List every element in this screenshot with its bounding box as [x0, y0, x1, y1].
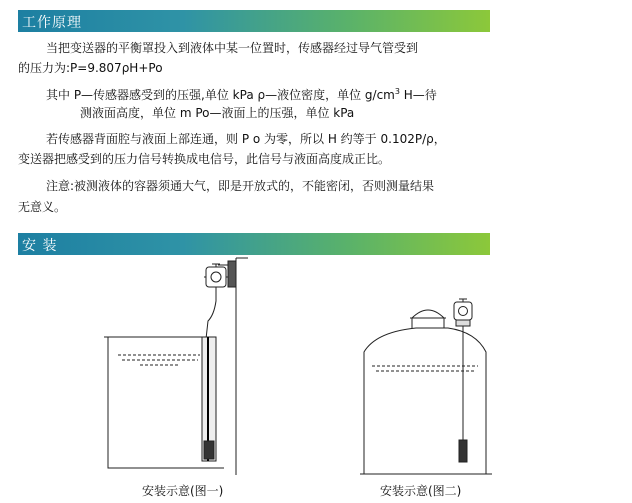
paragraph-3-line-2: 变送器把感受到的压力信号转换成电信号，此信号与液面高度成正比。: [18, 152, 391, 166]
paragraph-2-line-2: 测液面高度，单位 m Po—液面上的压强，单位 kPa: [80, 106, 355, 120]
paragraph-1-line-2: 的压力为:P=9.807ρH+Po: [18, 61, 163, 75]
flange: [456, 320, 470, 326]
superscript-3: 3: [394, 87, 400, 96]
install-diagram-1: [100, 255, 260, 477]
cable: [206, 287, 216, 339]
section-header-install: [18, 233, 490, 255]
paragraph-3-line-1: 若传感器背面腔与液面上部连通，则 P o 为零，所以 H 约等于 0.102P/ρ，: [46, 132, 446, 146]
transmitter-head: [206, 267, 226, 287]
install-diagram-2: [358, 292, 498, 477]
section-title: 工作原理: [22, 15, 82, 31]
probe: [204, 441, 214, 459]
tank-outline: [364, 328, 486, 474]
figure-2-caption: 安装示意(图二): [380, 484, 462, 498]
probe: [459, 440, 467, 462]
section-header-principle: [18, 10, 490, 32]
figure-1-caption: 安装示意(图一): [142, 484, 224, 498]
paragraph-2-text-b: H—待: [399, 88, 437, 102]
section-title: 安 装: [22, 238, 58, 254]
paragraph-4-line-1: 注意:被测液体的容器须通大气，即是开放式的，不能密闭，否则测量结果: [46, 179, 435, 193]
paragraph-2-line-1: [46, 84, 437, 103]
vent-dome: [412, 310, 444, 328]
transmitter-head: [454, 302, 472, 320]
paragraph-2-text-a: 其中 P—传感器感受到的压强,单位 kPa ρ—液位密度，单位 g/cm: [46, 88, 395, 102]
paragraph-1-line-1: 当把变送器的平衡罩投入到液体中某一位置时，传感器经过导气管受到: [46, 41, 419, 55]
paragraph-4-line-2: 无意义。: [18, 200, 67, 214]
mounting-bracket: [228, 261, 236, 287]
